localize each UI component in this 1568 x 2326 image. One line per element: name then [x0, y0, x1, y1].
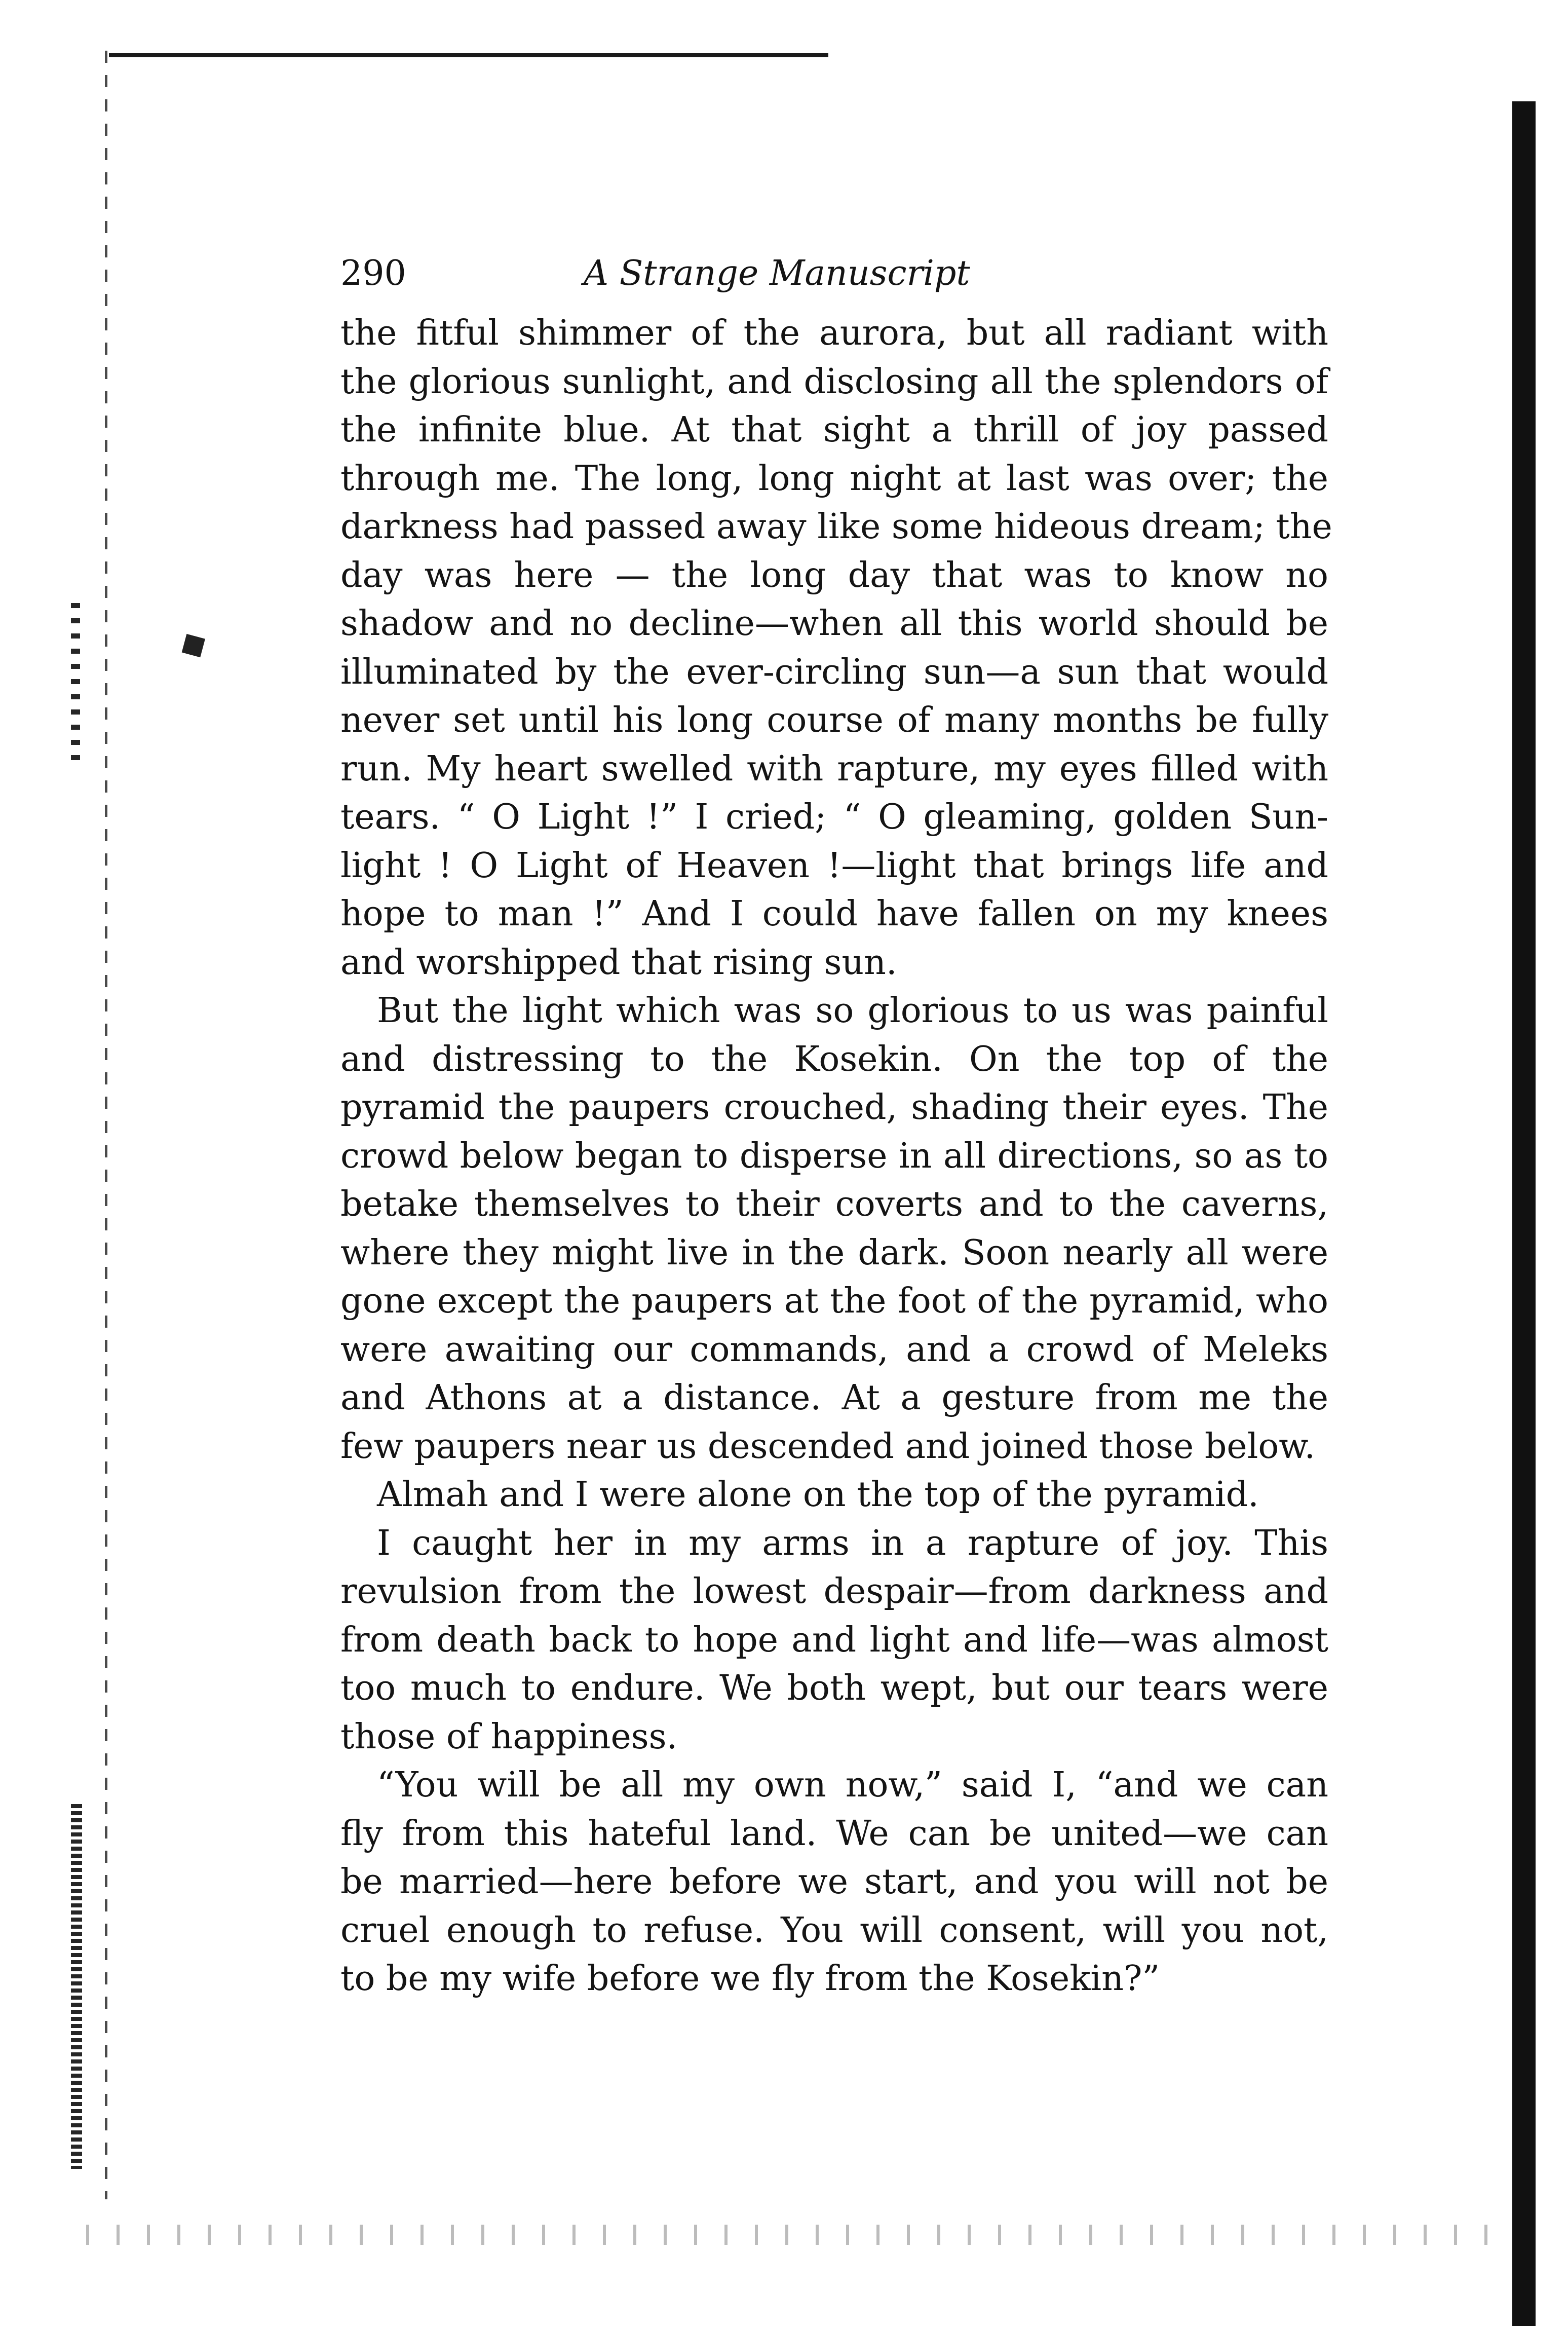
- text-line: Almah and I were alone on the top of the pyramid.: [377, 1475, 1259, 1515]
- text-line: cruel enough to refuse. You will consent, will you not,: [340, 1910, 1328, 1950]
- text-line: from death back to hope and light and life—was almost: [340, 1620, 1328, 1660]
- text-line: the fitful shimmer of the aurora, but all radiant with: [340, 313, 1328, 353]
- text-line: the infinite blue. At that sight a thrill of joy passed: [340, 410, 1328, 450]
- text-line: gone except the paupers at the foot of the pyramid, who: [340, 1281, 1328, 1321]
- text-line: were awaiting our commands, and a crowd of Meleks: [340, 1329, 1328, 1370]
- running-title: A Strange Manuscript: [584, 253, 970, 293]
- text-line: revulsion from the lowest despair—from darkness and: [340, 1571, 1328, 1611]
- text-line: betake themselves to their coverts and to the caverns,: [340, 1184, 1328, 1224]
- text-line: hope to man !” And I could have fallen on my knees: [340, 894, 1328, 934]
- left-scan-marks-lower: [71, 1804, 82, 2169]
- text-line: few paupers near us descended and joined those below.: [340, 1426, 1316, 1467]
- text-line: darkness had passed away like some hideous dream; the: [340, 507, 1332, 547]
- text-line: those of happiness.: [340, 1716, 678, 1757]
- right-scan-edge: [1512, 101, 1536, 2326]
- stray-ink-mark: ◆: [170, 618, 214, 668]
- left-scan-marks-upper: [71, 603, 80, 770]
- text-line: and worshipped that rising sun.: [340, 942, 897, 983]
- text-line: day was here — the long day that was to know no: [340, 555, 1328, 595]
- paragraph: [340, 1761, 1328, 2003]
- text-line: never set until his long course of many months be fully: [340, 700, 1328, 740]
- text-line: and distressing to the Kosekin. On the top of the: [340, 1039, 1328, 1079]
- paragraph: [340, 1519, 1328, 1761]
- text-line: too much to endure. We both wept, but our tears were: [340, 1668, 1328, 1708]
- text-line: illuminated by the ever-circling sun—a sun that would: [340, 652, 1328, 692]
- text-line: I caught her in my arms in a rapture of joy. This: [377, 1523, 1328, 1563]
- text-line: shadow and no decline—when all this world should be: [340, 604, 1328, 644]
- text-line: tears. “ O Light !” I cried; “ O gleaming, golden Sun-: [340, 797, 1328, 837]
- text-line: run. My heart swelled with rapture, my eyes filled with: [340, 748, 1328, 789]
- text-line: fly from this hateful land. We can be united—we can: [340, 1813, 1328, 1854]
- text-line: where they might live in the dark. Soon nearly all were: [340, 1232, 1328, 1273]
- page-text-block: [340, 253, 1332, 2003]
- paragraph: [340, 1471, 1328, 1519]
- text-line: the glorious sunlight, and disclosing all the splendors of: [340, 361, 1328, 402]
- paragraph: [340, 309, 1332, 987]
- text-line: to be my wife before we fly from the Kosekin?”: [340, 1959, 1160, 1999]
- text-line: light ! O Light of Heaven !—light that brings life and: [340, 845, 1328, 886]
- running-head: [340, 253, 1328, 309]
- text-line: be married—here before we start, and you will not be: [340, 1862, 1328, 1902]
- left-scan-edge: [105, 51, 107, 2199]
- text-line: pyramid the paupers crouched, shading their eyes. The: [340, 1087, 1328, 1128]
- bottom-scan-specks: [86, 2225, 1505, 2245]
- paragraph: [340, 987, 1328, 1471]
- text-line: crowd below began to disperse in all directions, so as to: [340, 1136, 1328, 1176]
- text-line: “You will be all my own now,” said I, “and we can: [377, 1765, 1328, 1805]
- page-number: 290: [340, 253, 406, 293]
- text-line: But the light which was so glorious to us was painful: [377, 991, 1328, 1031]
- text-line: through me. The long, long night at last was over; the: [340, 458, 1328, 499]
- text-line: and Athons at a distance. At a gesture from me the: [340, 1378, 1328, 1418]
- top-rule: [109, 53, 828, 57]
